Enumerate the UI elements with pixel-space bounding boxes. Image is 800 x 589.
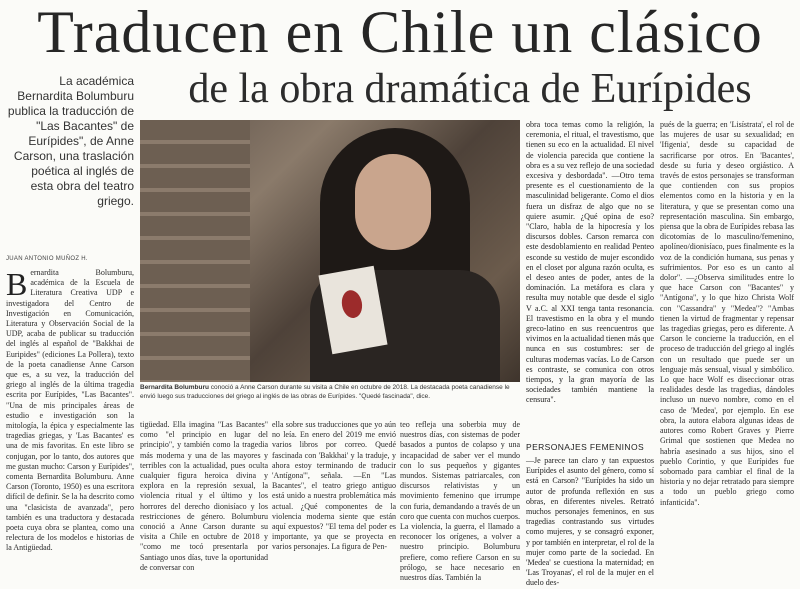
drop-cap: B [6,266,28,302]
subheadline: de la obra dramática de Eurípides [188,66,752,112]
column-4: teo refleja una soberbia muy de nuestros días, con sistemas de poder basados a puntos de colapso y una incapacidad de saber ver el mundo con lo sus pequeños y gigantes mundos. Sistemas patriarcales, con discursos relativistas y un movimiento femenino que irrumpe con furia, demandando a través de un coro que cuenta con muchos cuerpos. La violencia, la guerra, el llamado a reconocer los orígenes, a volver a nuestro principio. Bolumburu prefiere, como refiere Carson en su prólogo, se hace necesario en nuestros días. También la [400,420,520,583]
book-cover-rose [340,289,365,320]
byline: JUAN ANTONIO MUÑOZ H. [6,256,88,262]
article-photo [140,120,520,382]
caption-text: conoció a Anne Carson durante su visita a Chile en octubre de 2018. La destacada poeta canadiense le envió luego sus traducciones del griego al inglés de las obras de Eurípides. "Quedé fascinada", dice. [140,384,510,400]
deck: La académica Bernardita Bolumburu publica la traducción de "Las Bacantes" de Eurípides", de Anne Carson, una traslación poética al inglés de esta obra del teatro griego. [7,74,134,208]
column-5-bottom: —Je parece tan claro y tan expuestos Eurípides el asunto del género, como sí está en Carson? "Eurípides ha sido un autor de profunda reflexión en sus obras, en diferentes niveles. Retrató muchos personajes femeninos, en sus tragedias contrastando sus virtudes como mujeres, y se consagró exponer, y por también en interpretar, el rol de la mujer como parte de la sociedad. En 'Medea' se cuestiona la maternidad; en 'Las Troyanas', el rol de la mujer en el duelo des- [526,456,654,588]
column-1-text: ernardita Bolumburu, académica de la Escuela de Literatura Creativa UDP e investigadora del Centro de Investigación en Comunicación, Literatura y Observación Social de la UDP, acaba de publicar su traducción del inglés al español de "Bakkhai de Euripides" (ediciones La Pollera), texto de la poeta canadiense Anne Carson que es, a su vez, la traducción del griego al inglés de la última tragedia escrita por Eurípides, "Las Bacantes". "Una de mis principales áreas de estudio e investigación son la mitología, la épica y especialmente las tragedias griegas, y 'Las Bacantes' es una de mis favoritas. En este libro se conjugan, por lo tanto, dos autores que me gustan mucho: Carson y Eurípides", comenta Bernardita Bolumburu. Anne Carson (Toronto, 1950) es una escritora difícil de definir. Se la ha descrito como una "clasicista de avanzada", pero también es una traductora y destacada poeta cuya obra se plantea, como una relectura de los modelos e historias de la Antigüedad. [6,268,134,553]
column-3: ella sobre sus traducciones que yo aún no leía. En enero del 2019 me envió varios libros por correo. Quedé fascinada con 'Bakkhai' y la traduje, y ahora estoy terminando de traducir 'Antígona'", señala. —En "Las Bacantes", el teatro griego antiguo está unido a nuestra problemática más actual. ¿Qué componentes de la violencia moderna siente que están aquí expuestos? "El tema del poder es importante, ya que se proyecta en varios personajes. La figura de Pen- [272,420,396,552]
column-5-top: obra toca temas como la religión, la ceremonia, el ritual, el travestismo, que tienen su eco en la actualidad. El nivel de violencia parecida que contiene la obra es a su vez reflejo de una sociedad excesiva y desbordada". —Otro tema presente es el cuestionamiento de la masculinidad beligerante. Como el dios fuera un disfraz de algo que no se quiere asumir. ¿Qué opina de eso? "Claro, habla de la hipocresía y los discursos dobles. Carson remarca con este desdoblamiento en realidad Penteo esconde su vestido de mujer escondido en el closet por alguna razón oculta, es el deseo antes de poder, antes de la dominación. La metáfora es clara y resulta muy notable que desde el siglo V a.C. al XXI tenga tanta resonancia. El travestismo en la obra y el mundo greco-latino en sus reencuentros que vivimos en la actualidad tienen más que nunca en sus costumbres: ser de culturas modernas vacías. Lo de Carson es contraste, se comunica con otros tiempos, y la gran mayoría de las sociedades también mantiene la censura". [526,120,654,405]
column-2: tigüedad. Ella imagina "Las Bacantes" como "el principio en lugar del principio", y también como la tragedia más moderna y una de las mayores y terribles con la actualidad, pues oculta cualquier figura heroica divina y explora en la represión sexual, la violencia ritual y el último y los horrores del derecho dionisíaco y los restricciones de género. Bolumburu conoció a Anne Carson durante su visita a Chile en octubre de 2018 y "como me tocó presentarla por Santiago unos días, tuve la oportunidad de conversar con [140,420,268,572]
section-title: PERSONAJES FEMENINOS [526,442,645,452]
photo-caption [140,384,520,401]
headline: Traducen en Chile un clásico [37,0,763,65]
caption-name: Bernardita Bolumburu [140,384,209,391]
column-1 [6,268,134,580]
bookshelf-background [140,120,250,382]
column-6: pués de la guerra; en 'Lisístrata', el rol de las mujeres de usar su sexualidad; en 'Ifigenia', desde su capacidad de sacrificarse por otros. En 'Bacantes', desde su furia y deseo orgiástico. A través de estos personajes se transforman que contienden con sus propios elementos como en la historia y en la literatura, y que se presentan como una representación masculina. Sin embargo, piensa que la obra de Eurípides rebasa las dicotomías de lo masculino/femenino, apolíneo/dionisíaco, pues finalmente es la voz de la condición humana, sus penas y sufrimientos. Por eso es un canto al dolor". —¿Observa similitudes entre lo que hace Carson con "Bacantes" y "Antígona", y lo que hizo Christa Wolf con "Cassandra" y "Medea"? "Ambas tienen la virtud de fragmentar y repensar las tragedias griegas, pero es diferente. A Carson le concierne la traducción, en el proceso de traducción del griego al inglés con un resultado que puede ser un lenguaje más sensual, visual y simbólico. Lo que hace Wolf es diseccionar otras realidades desde las tragedias, dándoles incluso un nuevo nombre, como en el caso de 'Medea', por ejemplo. En ese obra, la autora elabora algunas ideas de autores como Robert Graves y Pierre Grimal que sostienen que Medea no habría asesinado a sus hijos, sino el pueblo Corintio, y que Eurípides fue sobornado para cambiar el final de la historia y no dejar retratado para siempre a todo un pueblo griego como infanticida". [660,120,794,507]
portrait-face [355,154,431,250]
